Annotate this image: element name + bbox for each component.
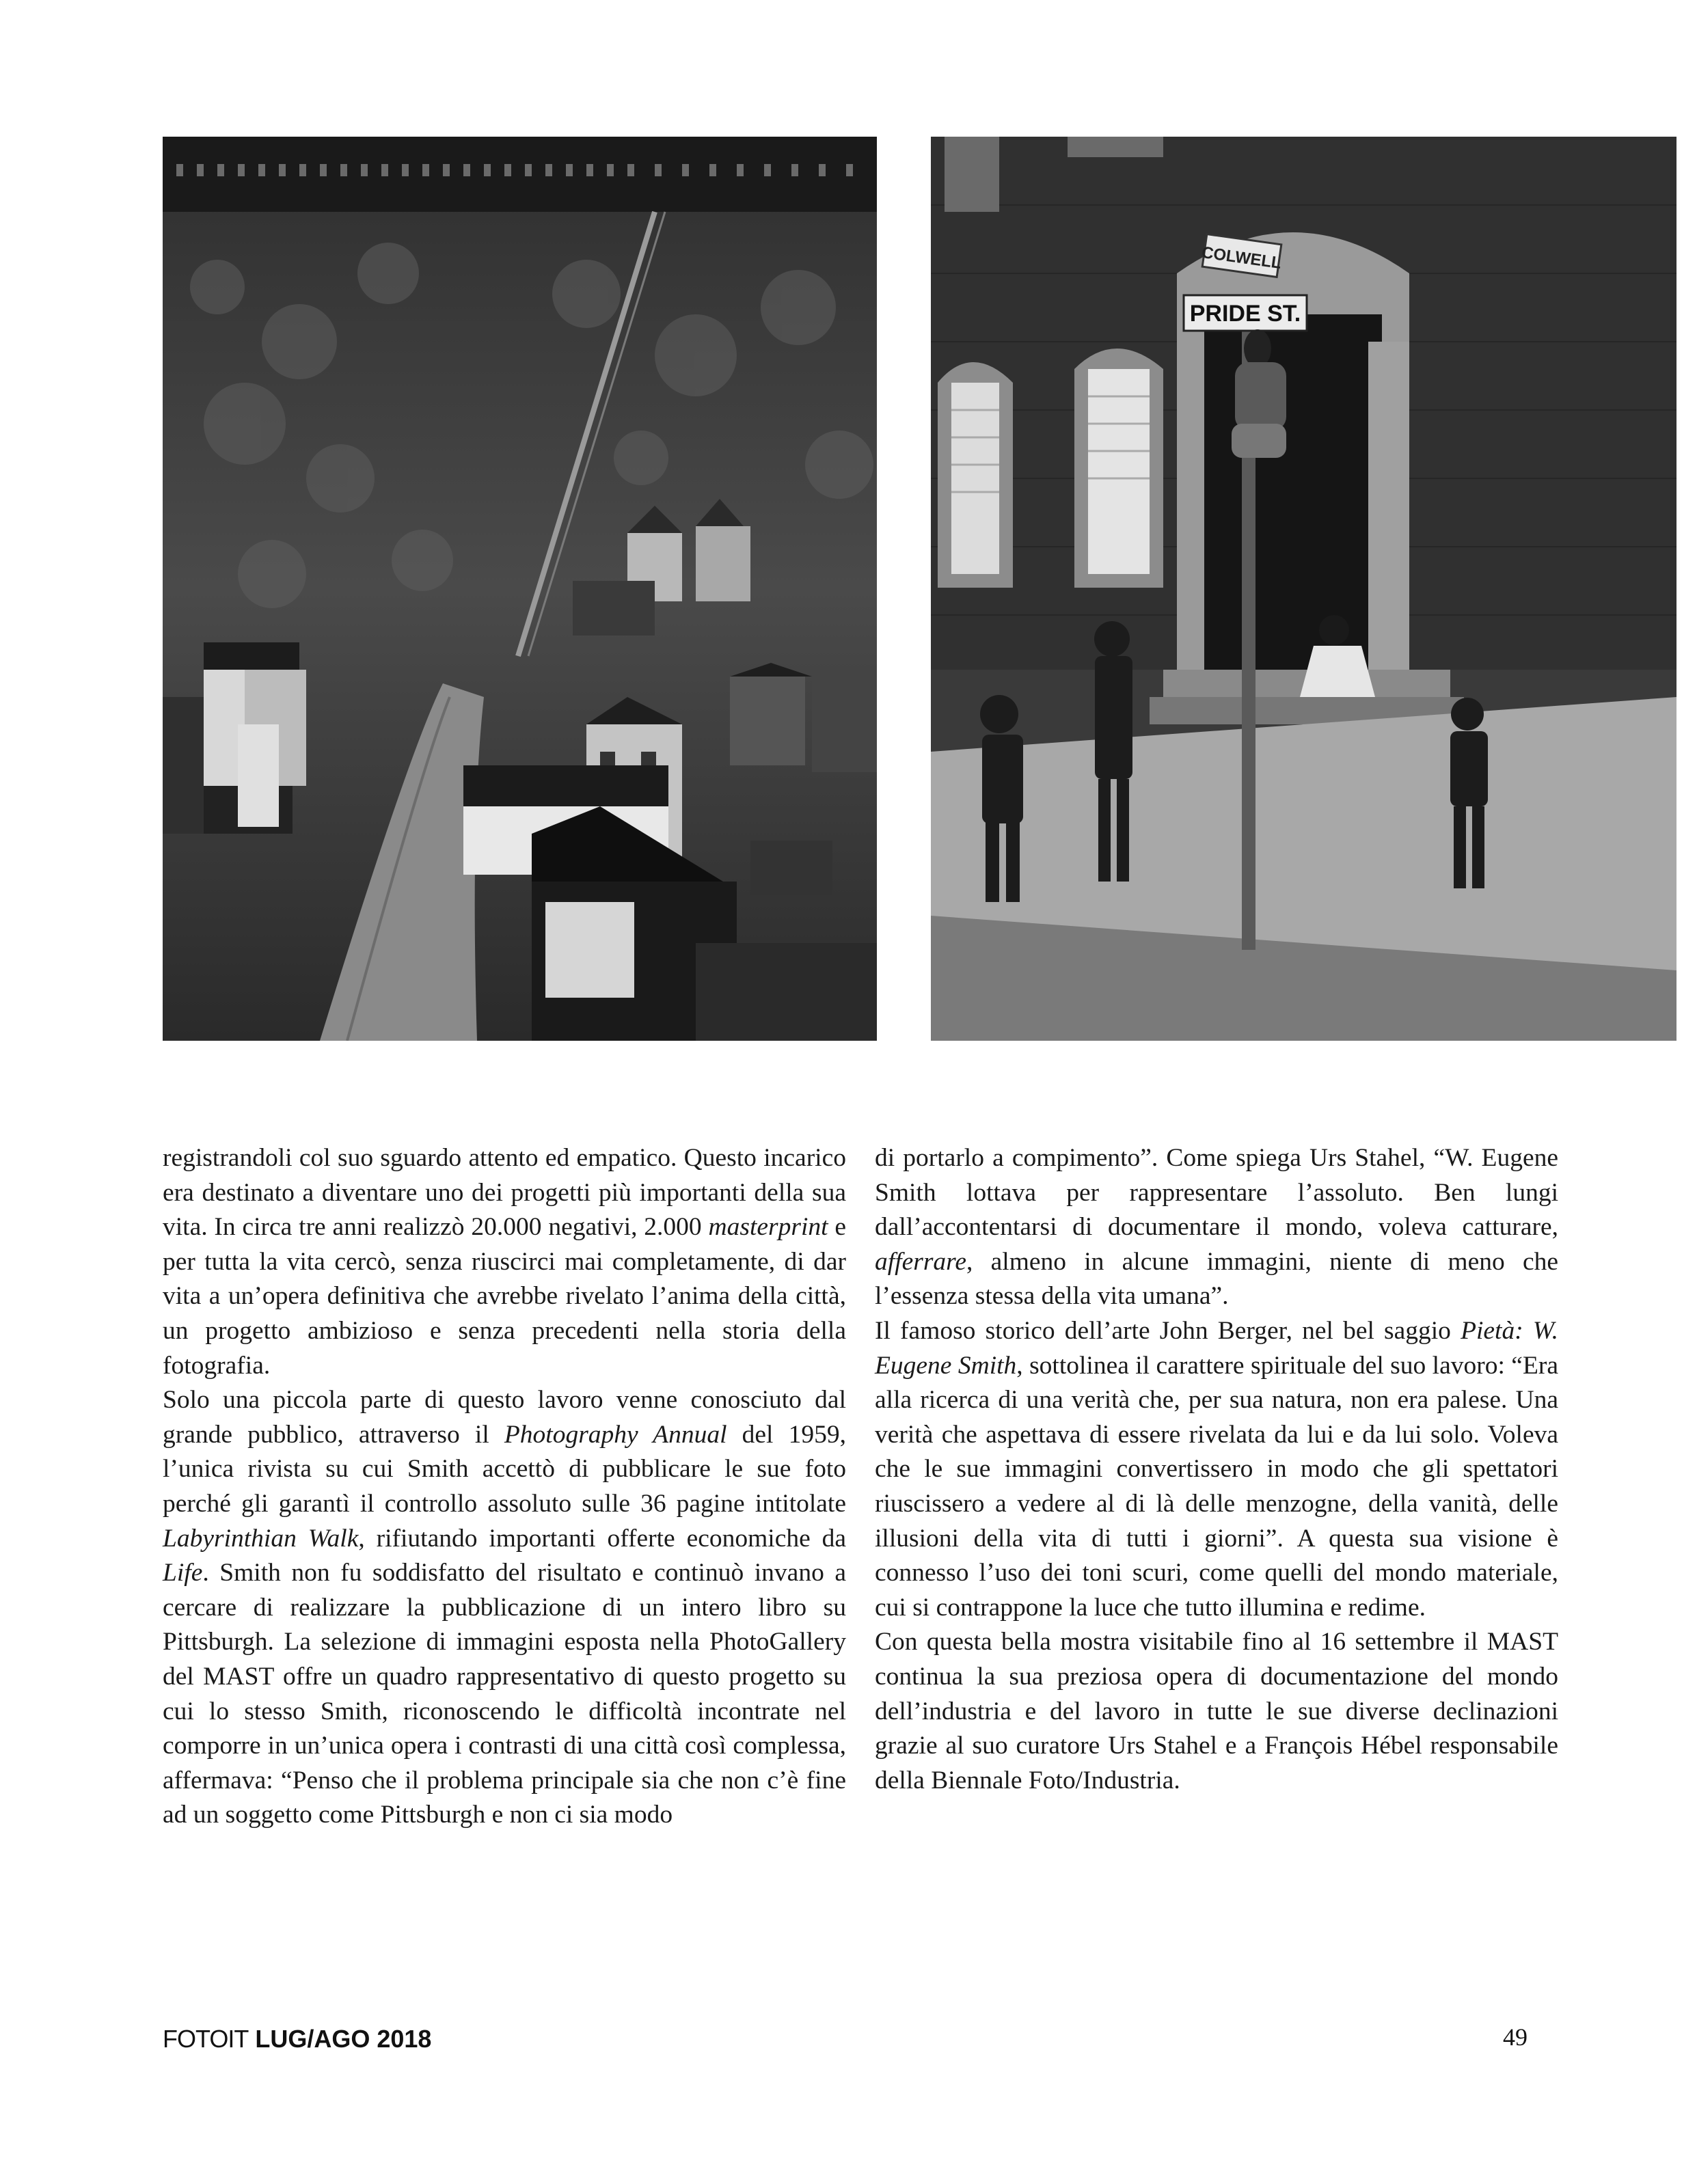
children-street-corner-photo: [931, 137, 1676, 1041]
paragraph: registrandoli col suo sguardo attento ed empatico. Questo incarico era destinato a diventare uno dei progetti più importanti della sua vita. In circa tre anni realizzò 20.000 negativi, 2.000 masterprint e per tutta la vita cercò, senza riuscirci mai completamente, di dar vita a un’opera definitiva che avrebbe rivelato l’anima della città, un progetto ambizioso e senza precedenti nella storia della fotografia.: [163, 1144, 846, 1380]
page-number: 49: [1503, 2023, 1528, 2051]
paragraph: Il famoso storico dell’arte John Berger, nel bel saggio Pietà: W. Eugene Smith, sottolinea il carattere spirituale del suo lavoro: “Era alla ricerca di una verità che, per sua natura, non era palese. Una verità che aspettava di essere rivelata da lui e da lui solo. Voleva che le sue immagini convertissero in modo che gli spettatori riuscissero a vedere al di là delle menzogne, della vanità, delle illusioni della vita di tutti i giorni”. A questa sua visione è connesso l’uso dei toni scuri, come quelli del mondo materiale, cui si contrappone la luce che tutto illumina e redime.: [875, 1316, 1558, 1622]
hillside-staircase-town-photo: [163, 137, 877, 1041]
article-column-right: [875, 1141, 1558, 1798]
colwell-street-sign: COLWELL: [1200, 243, 1283, 273]
page-footer: [163, 2025, 431, 2053]
pride-street-sign: PRIDE ST.: [1189, 301, 1301, 327]
magazine-name: FOTOIT: [163, 2025, 249, 2053]
paragraph: Solo una piccola parte di questo lavoro venne conosciuto dal grande pubblico, attraverso il Photography Annual del 1959, l’unica rivista su cui Smith accettò di pubblicare le sue foto perché gli garantì il controllo assoluto sulle 36 pagine intitolate Labyrinthian Walk, rifiutando importanti offerte economiche da Life. Smith non fu soddisfatto del risultato e continuò invano a cercare di realizzare la pubblicazione di un intero libro su Pittsburgh. La selezione di immagini esposta nella PhotoGallery del MAST offre un quadro rappresentativo di questo progetto su cui lo stesso Smith, riconoscendo le difficoltà incontrate nel comporre in un’unica opera i contrasti di una città così complessa, affermava: “Penso che il problema principale sia che non c’è fine ad un soggetto come Pittsburgh e non ci sia modo: [163, 1386, 846, 1829]
issue-date: LUG/AGO 2018: [255, 2025, 432, 2053]
paragraph: Con questa bella mostra visitabile fino al 16 settembre il MAST continua la sua preziosa opera di documentazione del mondo dell’industria e del lavoro in tutte le sue diverse declinazioni grazie al suo curatore Urs Stahel e a François Hébel responsabile della Biennale Foto/Industria.: [875, 1628, 1558, 1794]
article-column-left: [163, 1141, 846, 1833]
paragraph: di portarlo a compimento”. Come spiega Urs Stahel, “W. Eugene Smith lottava per rappresentare l’assoluto. Ben lungi dall’accontentarsi di documentare il mondo, voleva catturare, afferrare, almeno in alcune immagini, niente di meno che l’essenza stessa della vita umana”.: [875, 1144, 1558, 1311]
